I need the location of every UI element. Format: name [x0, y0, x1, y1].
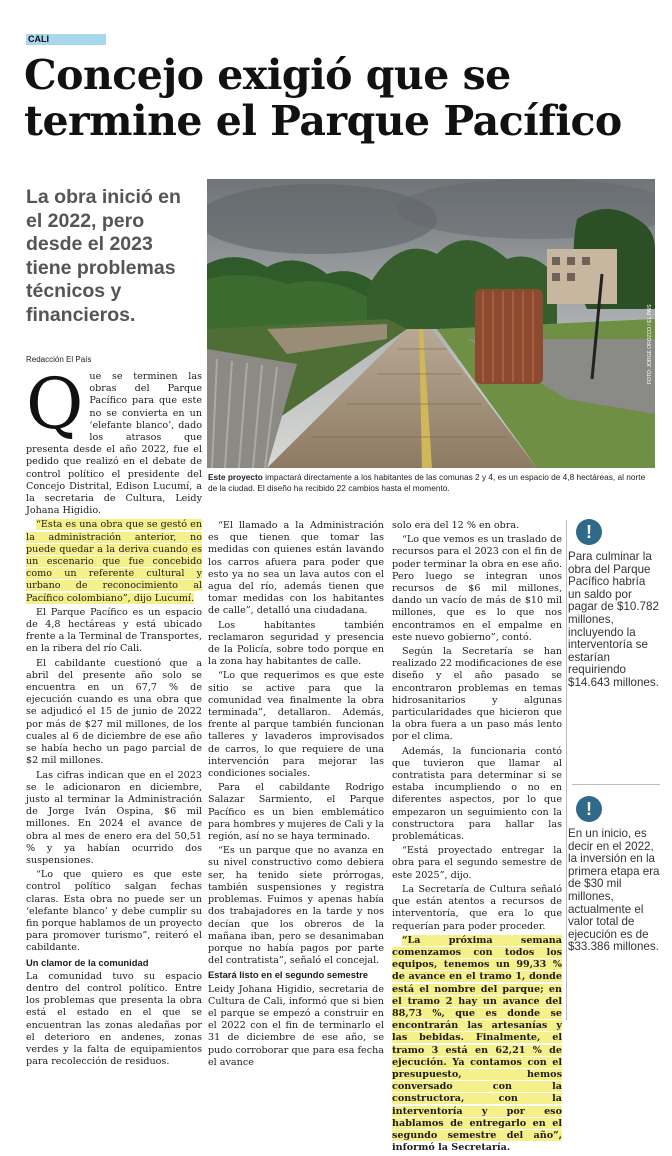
photo-credit: FOTO: JORGE OROZCO / EL PAÍS [647, 304, 653, 384]
article-column-2 [208, 520, 384, 1071]
photo-caption [208, 472, 654, 494]
quote-paragraph [392, 935, 562, 1155]
exclamation-icon: ! [576, 796, 602, 822]
paragraph: La comunidad tuvo su espacio dentro del control político. Entre los problemas que presenta la obra está el estado en el que se encuentran las zonas aledañas por el deterioro en andenes, zonas verdes y la falta de equipamientos para recolección de residuos. [26, 970, 202, 1068]
caption-lead: Este proyecto [208, 472, 263, 482]
paragraph: Leidy Johana Higidio, secretaria de Cultura de Cali, informó que si bien el parque se empezó a construir en el 2022 con el fin de terminarlo el 31 de diciembre de ese año, se pudo corroborar que para esa fecha el avance [208, 983, 384, 1068]
headline: Concejo exigió que se termine el Parque Pacífico [24, 51, 622, 145]
article-column-1 [26, 363, 202, 1070]
article-column-3 [392, 520, 562, 1156]
highlighted-quote: “La próxima semana comenzamos con todos los equipos, tenemos un 99,33 % de avance en el tramo 1, donde está el nombre del parque; en el tramo 2 hay un avance del 88,73 %, que es donde se encontrarán las artesanías y las bebidas. Finalmente, el tramo 3 está en 62,21 % de ejecución. Ya contamos con el presupuesto, hemos conversado con la constructora, con la interventoría y por eso hablamos de entregarlo en el segundo semestre del año”, [392, 934, 562, 1141]
paragraph: Además, la funcionaria contó que tuvieron que llamar al contratista para determinar si se estaba incumpliendo o no en diferentes aspectos, por lo que empezaron un seguimiento con la constructora para hallar las problemáticas. [392, 745, 562, 843]
sidebar-fact-1: Para culminar la obra del Parque Pacífico habría un saldo por pagar de $10.782 millones, incluyendo la interventoría se estarían requiriendo $14.643 millones. [568, 550, 659, 689]
paragraph: ue se terminen las obras del Parque Pacífico para que este no se convierta en un ‘elefante blanco’, dado los atrasos que presenta desde el año 2022, fue el pedido que realizó en el debate de control político el presidente del Concejo Distrital, Edison Lucumí, a la secretaria de Cultura, Leidy Johana Higidio. [26, 371, 202, 517]
paragraph: “Está proyectado entregar la obra para el segundo semestre de este 2025”, dijo. [392, 845, 562, 881]
quote-paragraph [26, 519, 202, 604]
drop-cap: Q [26, 363, 84, 445]
sidebar-divider [572, 784, 660, 785]
paragraph: Según la Secretaría se han realizado 22 modificaciones de ese diseño y el año pasado se encontraron problemas en temas hidrosanitarios y algunas particularidades que hicieron que la obra fuera a un paso más lento por el clima. [392, 646, 562, 743]
column-divider [566, 520, 567, 1020]
park-photo-illustration [207, 179, 655, 468]
paragraph: “Lo que quiero es que este control político salgan fechas claras. Esta obra no puede ser un ‘elefante blanco’ y debe cumplir su fin porque hablamos de un proyecto para promover turismo”, reiteró el cabildante. [26, 869, 202, 954]
paragraph: “Lo que requerimos es que este sitio se active para que la comunidad vea finalmente la obra terminada”, detallaron. Además, frente al parque también funcionan talleres y lavaderos improvisados de carros, lo que requiere de una intervención para mejorar las condiciones sociales. [208, 670, 384, 780]
paragraph: “Lo que vemos es un traslado de recursos para el 2023 con el fin de poder terminar la obra en ese año. Pero luego se integran unos recursos de $6 mil millones, dando un vacío de más de $10 mil millones, que es lo que nos encontramos en el empalme en este nuevo gobierno”, contó. [392, 534, 562, 643]
quote-attribution: informó la Secretaría. [392, 1142, 511, 1154]
paragraph: solo era del 12 % en obra. [392, 520, 520, 531]
byline: Redacción El País [26, 355, 92, 364]
paragraph: El cabildante cuestionó que a abril del presente año solo se encuentra en un 67,7 % de ejecución cuando es una obra que se adjudicó el 15 de junio de 2022 por más de $27 mil millones, de los cuales al 6 de diciembre de ese año se había hecho un pago parcial de $2 mil millones. [26, 657, 202, 767]
paragraph: La Secretaría de Cultura señaló que están atentos a recursos de interventoría, que era lo que requerían para poder proceder. [392, 883, 562, 932]
paragraph: Los habitantes también reclamaron seguridad y presencia de la Policía, sobre todo porque en la zona hay habitantes de calle. [208, 619, 384, 668]
caption-text: impactará directamente a los habitantes de las comunas 2 y 4, es un espacio de 4,8 hectáreas, al norte de la ciudad. El diseño ha recibido 22 cambios hasta el momento. [208, 472, 646, 493]
paragraph: Las cifras indican que en el 2023 se le adicionaron en diciembre, justo al terminar la Administración de Jorge Iván Ospina, $6 mil millones. En 2024 el avance de obra al mes de enero era del 50,51 % y ya habían ocurrido dos suspensiones. [26, 769, 202, 866]
highlighted-quote: “Esta es una obra que se gestó en la administración anterior, no puede quedar a la deriva cuando es un escenario que fue concebido como un referente cultural y urbano de reconocimiento al Pacífico colombiano”, dijo Lucumí. [26, 519, 202, 604]
exclamation-icon: ! [576, 519, 602, 545]
section-subtitle: Un clamor de la comunidad [26, 956, 149, 968]
sidebar-fact-2: En un inicio, es decir en el 2022, la inversión en la primera etapa era de $30 mil millones, actualmente el valor total de ejecución es de $33.386 millones. [568, 827, 660, 954]
paragraph: “El llamado a la Administración es que tienen que tomar las medidas con quienes están lavando los carros afuera para poder que esto ya no sea un lava autos con el agua del río, además tienen que tomar medidas con los habitantes de calle”, detalló una ciudadana. [208, 520, 384, 617]
park-photo [207, 179, 655, 468]
paragraph: Para el cabildante Rodrigo Salazar Sarmiento, el Parque Pacífico es un bien emblemático para hombres y mujeres de Cali y la región, así no se haya terminado. [208, 782, 384, 843]
section-subtitle: Estará listo en el segundo semestre [208, 969, 368, 981]
section-label: CALI [26, 34, 106, 45]
paragraph: El Parque Pacífico es un espacio de 4,8 hectáreas y está ubicado frente a la Terminal de Transportes, en la ribera del río Cali. [26, 606, 202, 655]
paragraph: “Es un parque que no avanza en su nivel constructivo como debiera ser, ha tenido siete prórrogas, también suspensiones y registra problemas. Fuimos y apenas había dos trabajadores en la tarde y nos decían que los obreros de la mañana iban, pero se desanimaban porque no había pagos por parte del contratista”, señaló el concejal. [208, 845, 384, 967]
subheadline: La obra inició en el 2022, pero desde el 2023 tiene problemas técnicos y financieros. [26, 186, 181, 326]
